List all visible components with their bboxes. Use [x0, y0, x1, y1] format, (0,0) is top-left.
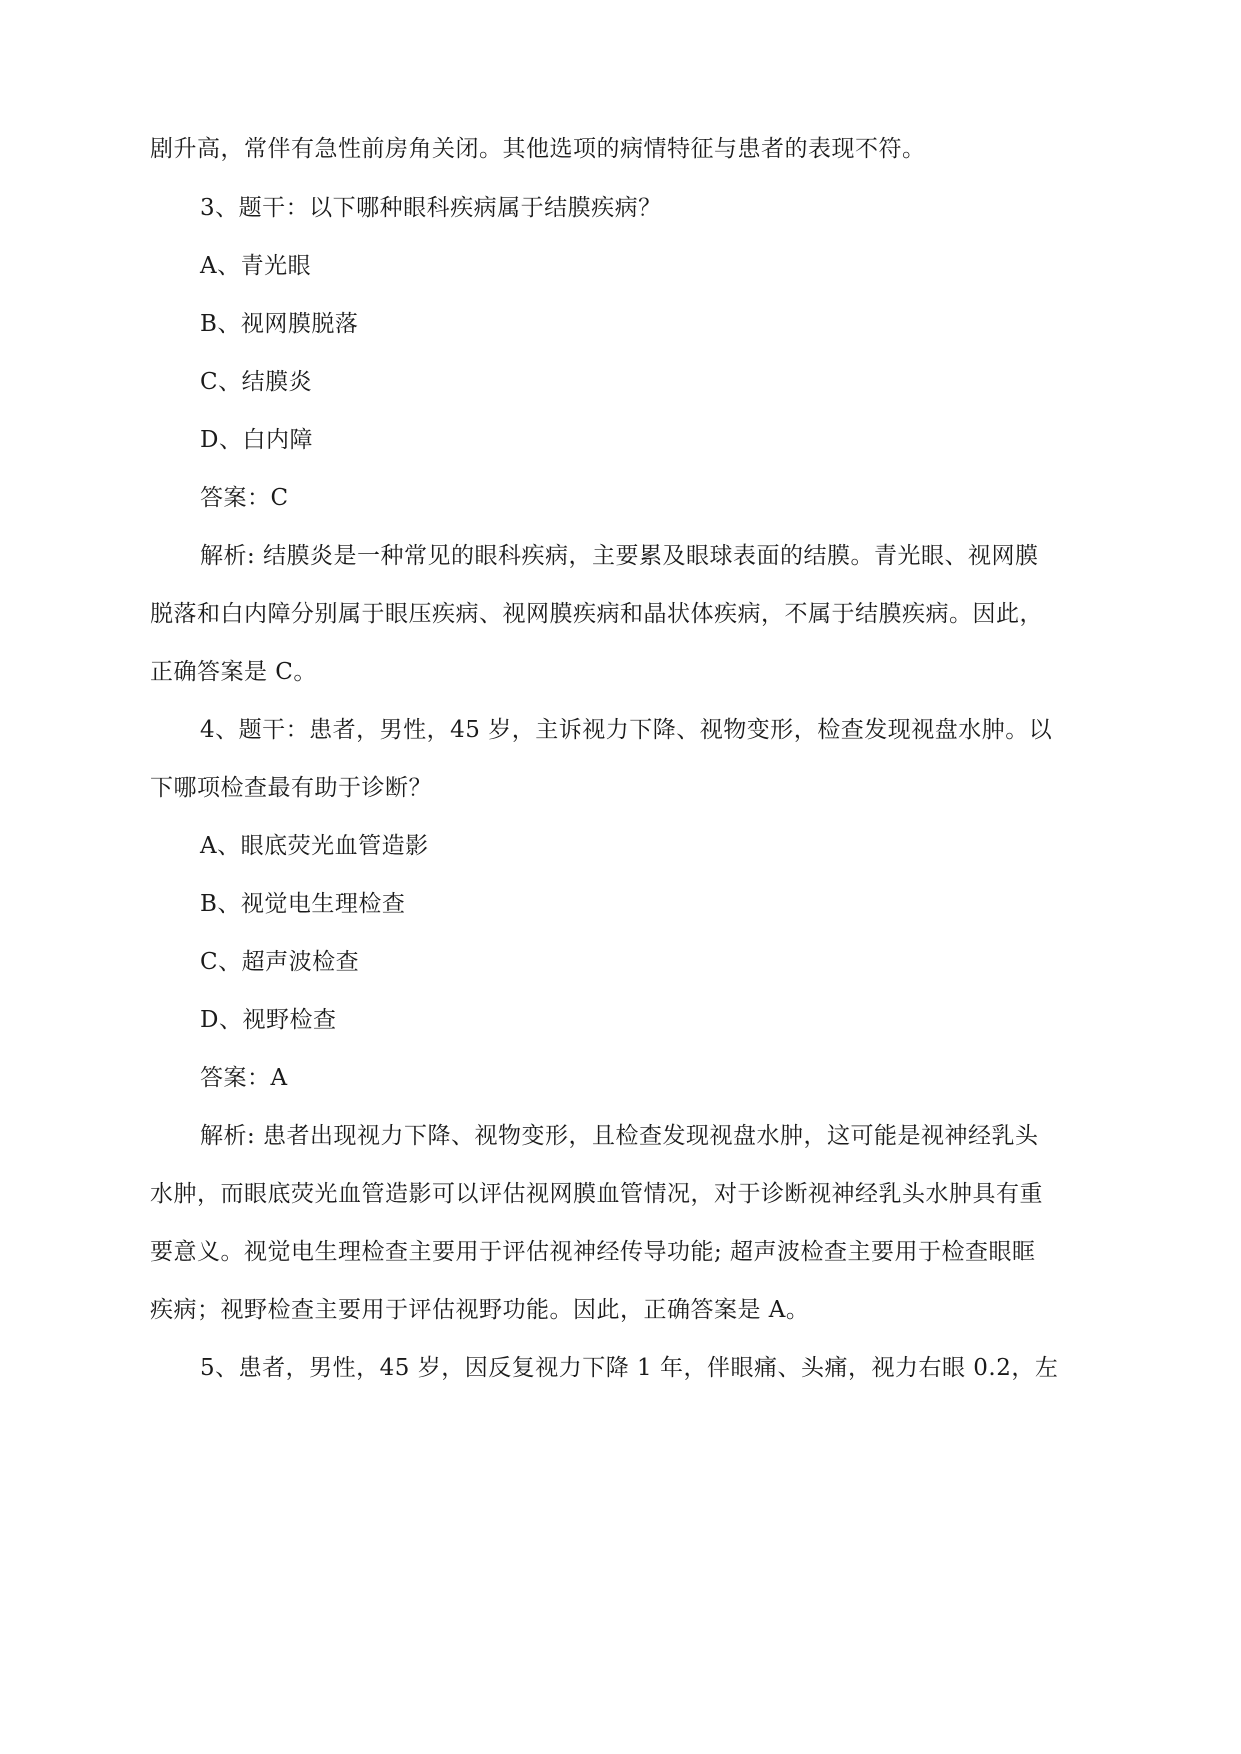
option-a: A、青光眼 [200, 253, 312, 279]
question-5-stem: 5、患者，男性，45 岁，因反复视力下降 1 年，伴眼痛、头痛，视力右眼 0.2，左 [200, 1355, 1059, 1381]
explanation-line: 要意义。视觉电生理检查主要用于评估视神经传导功能; 超声波检查主要用于检查眼眶 [150, 1239, 1036, 1265]
explanation-line: 脱落和白内障分别属于眼压疾病、视网膜疾病和晶状体疾病，不属于结膜疾病。因此， [150, 601, 1043, 627]
question-3-stem: 3、题干：以下哪种眼科疾病属于结膜疾病？ [200, 195, 662, 221]
text-line: 剧升高，常伴有急性前房角关闭。其他选项的病情特征与患者的表现不符。 [150, 136, 926, 162]
answer: 答案：A [200, 1065, 288, 1091]
explanation-line: 解析: 结膜炎是一种常见的眼科疾病，主要累及眼球表面的结膜。青光眼、视网膜 [200, 543, 1039, 569]
option-c: C、结膜炎 [200, 369, 313, 395]
question-4-stem: 4、题干：患者，男性，45 岁，主诉视力下降、视物变形，检查发现视盘水肿。以 [200, 717, 1053, 743]
explanation-line: 解析: 患者出现视力下降、视物变形，且检查发现视盘水肿，这可能是视神经乳头 [200, 1123, 1039, 1149]
option-d: D、视野检查 [200, 1007, 337, 1033]
option-a: A、眼底荧光血管造影 [200, 833, 429, 859]
option-d: D、白内障 [200, 427, 313, 453]
explanation-line: 水肿，而眼底荧光血管造影可以评估视网膜血管情况，对于诊断视神经乳头水肿具有重 [150, 1181, 1043, 1207]
option-b: B、视觉电生理检查 [200, 891, 406, 917]
explanation-line: 正确答案是 C。 [150, 659, 317, 685]
question-4-stem-cont: 下哪项检查最有助于诊断？ [150, 775, 432, 801]
explanation-line: 疾病；视野检查主要用于评估视野功能。因此，正确答案是 A。 [150, 1297, 810, 1323]
option-b: B、视网膜脱落 [200, 311, 359, 337]
answer: 答案：C [200, 485, 289, 511]
option-c: C、超声波检查 [200, 949, 360, 975]
